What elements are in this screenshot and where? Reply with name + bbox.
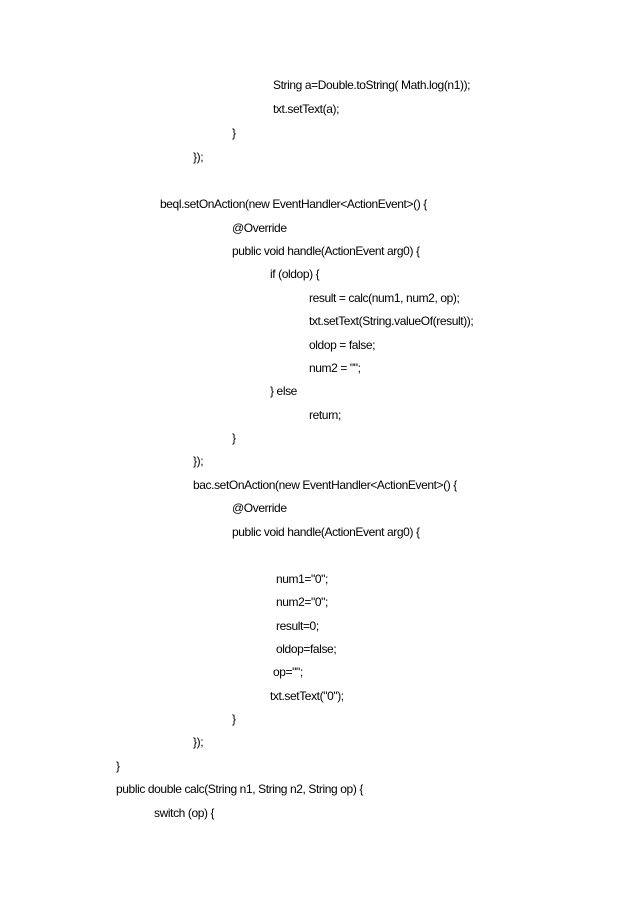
code-line: }); (193, 150, 204, 164)
code-line: public double calc(String n1, String n2, String op) { (116, 782, 363, 796)
code-line: }); (193, 735, 204, 749)
code-line: oldop=false; (276, 642, 337, 656)
code-line: result=0; (276, 619, 319, 633)
code-line: switch (op) { (154, 806, 215, 820)
code-line: @Override (232, 501, 287, 515)
code-line: beql.setOnAction(new EventHandler<ActionEvent>() { (160, 197, 427, 211)
code-line: } else (270, 384, 297, 398)
code-line: txt.setText("0"); (270, 689, 344, 703)
code-line: String a=Double.toString( Math.log(n1)); (273, 78, 471, 92)
code-line: } (232, 712, 236, 726)
code-line: @Override (232, 221, 287, 235)
code-line: oldop = false; (309, 338, 376, 352)
code-line: } (232, 431, 236, 445)
code-line: num1="0"; (276, 572, 328, 586)
code-line: bac.setOnAction(new EventHandler<ActionEvent>() { (193, 478, 457, 492)
code-line: if (oldop) { (270, 267, 320, 281)
code-line: op=""; (273, 665, 303, 679)
code-line: txt.setText(String.valueOf(result)); (309, 314, 474, 328)
code-line: txt.setText(a); (273, 102, 340, 116)
code-line: num2="0"; (276, 595, 328, 609)
code-line: } (116, 759, 120, 773)
code-line: } (232, 126, 236, 140)
code-line: }); (193, 454, 204, 468)
code-line: public void handle(ActionEvent arg0) { (232, 525, 420, 539)
code-line: result = calc(num1, num2, op); (309, 291, 460, 305)
code-line: num2 = ""; (309, 361, 361, 375)
code-line: return; (309, 408, 341, 422)
code-line: public void handle(ActionEvent arg0) { (232, 244, 420, 258)
